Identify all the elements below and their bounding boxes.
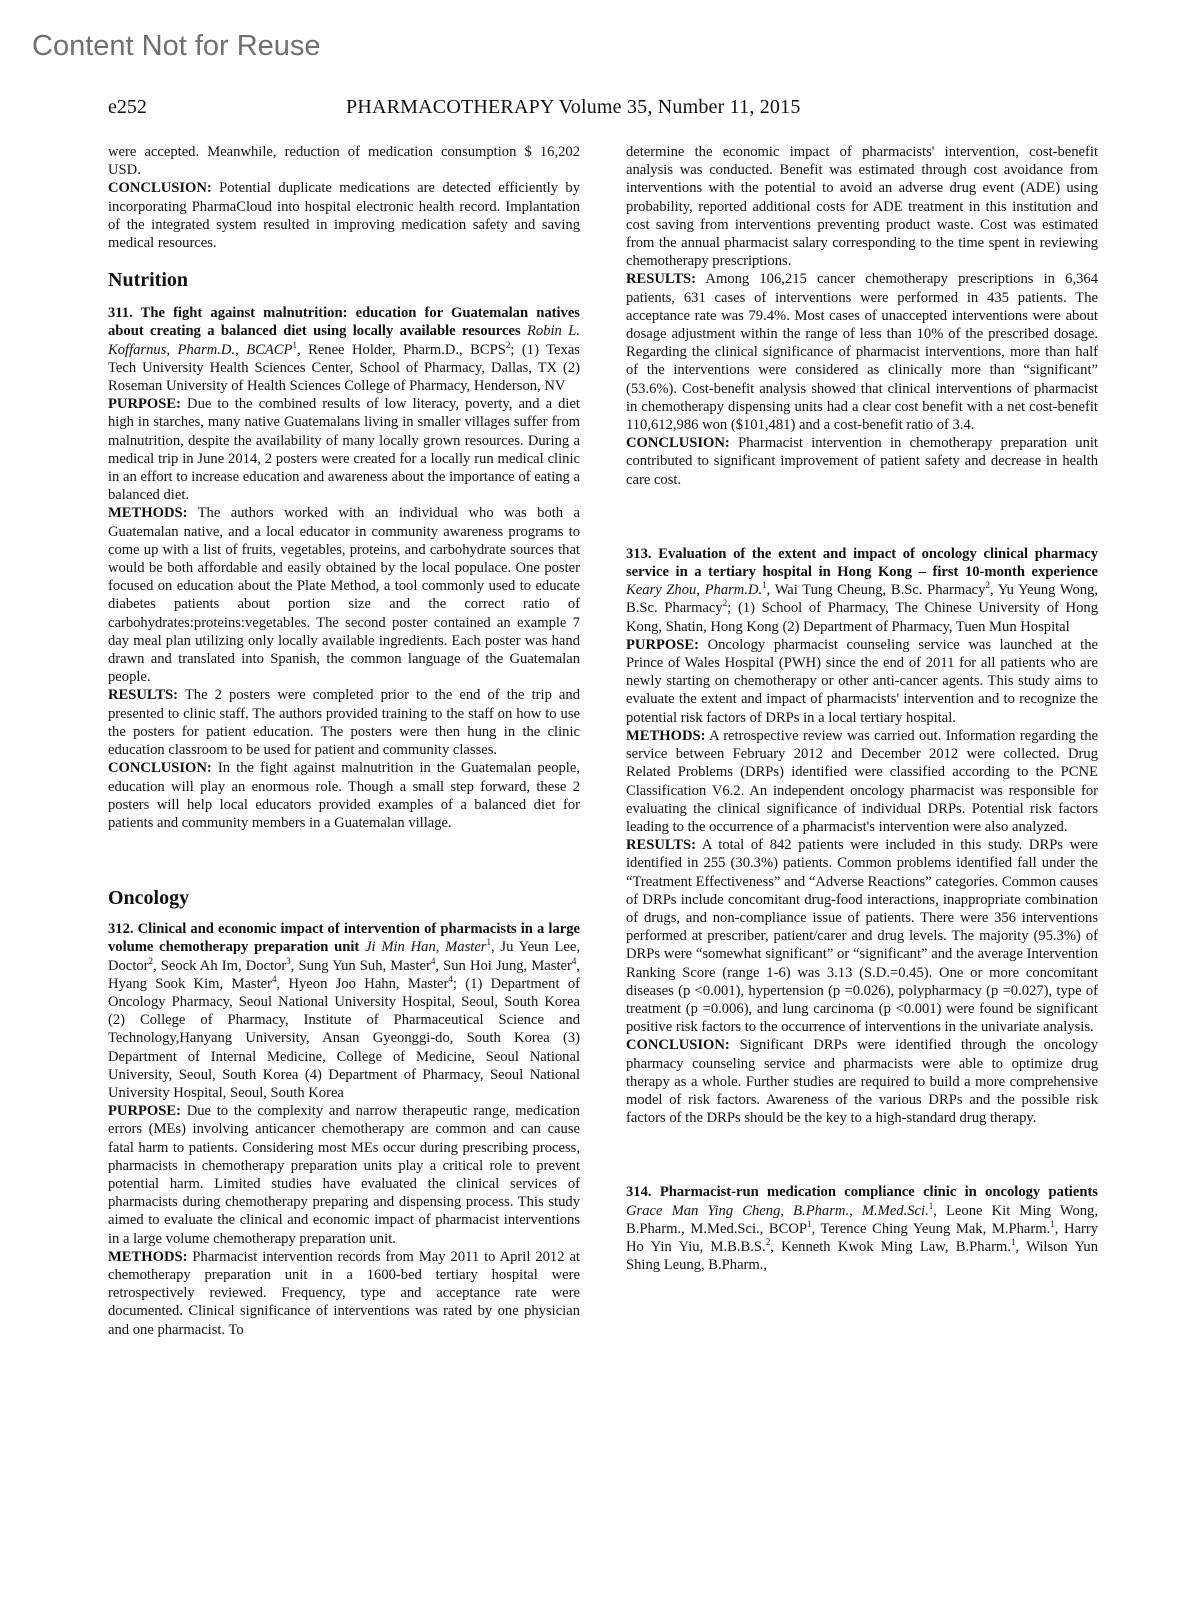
abstract-311-purpose — [108, 395, 580, 504]
abstract-311-sup1: 1 — [292, 339, 297, 350]
abstract-312-authors-5: , Sun Hoi Jung, Master — [435, 957, 572, 974]
abstract-313-authors-2: , Wai Tung Cheung, B.Sc. Pharmacy — [766, 582, 986, 599]
abstract-313-title: 313. Evaluation of the extent and impact of oncology clinical pharmacy service in a tertiary hospital in Hong Kong – first 10-month experience — [626, 545, 1098, 581]
methods-text: The authors worked with an individual who was both a Guatemalan native, and a local educator in community awareness programs to come up with a list of fruits, vegetables, proteins, and carbohydrate sources that would be both affordable and easily obtained by the local populace. One poster focused on education about the Plate Method, a tool commonly used to educate diabetes patients about portion size and the correct ratio of carbohydrates:proteins:vegetables. The second poster contained an example 7 day meal plan utilizing only locally available ingredients. Each poster was hand drawn and translated into Spanish, the common language of the Guatemalan people. — [108, 505, 581, 686]
abstract-313-affiliations: ; (1) School of Pharmacy, The Chinese University of Hong Kong, Shatin, Hong Kong (2) Department of Pharmacy, Tuen Mun Hospital — [626, 600, 1098, 635]
abstract-312-sup5: 4 — [571, 955, 577, 966]
abstract-314-sup3: 1 — [1050, 1218, 1055, 1229]
abstract-313-conclusion — [626, 1036, 1098, 1127]
abstract-311-header — [108, 304, 580, 395]
abstract-313-authors-3: , Yu Yeung Wong, B.Sc. Pharmacy — [626, 582, 1098, 617]
abstract-311-title: 311. The fight against malnutrition: education for Guatemalan natives about creating a balanced diet using locally available resources — [108, 305, 580, 340]
abstract-312-authors-7: , Hyeon Joo Hahn, Master — [276, 975, 449, 992]
abstract-313-sup2: 2 — [985, 580, 990, 591]
abstract-311-author1: Robin L. Koffarnus, Pharm.D., BCACP — [108, 323, 580, 358]
abstract-312-authors-2: , Ju Yeun Lee, Doctor — [108, 939, 580, 974]
abstract-314-authors-2: , Leone Kit Ming Wong, B.Pharm., M.Med.Sci., BCOP — [626, 1202, 1099, 1237]
abstract-311-conclusion — [108, 759, 580, 832]
abstract-314-sup5: 1 — [1010, 1237, 1016, 1248]
continued-results: were accepted. Meanwhile, reduction of medication consumption $ 16,202 USD. — [108, 144, 580, 179]
abstract-312-sup1: 1 — [486, 937, 491, 948]
abstract-314-sup2: 1 — [807, 1218, 812, 1229]
abstract-311-sup2: 2 — [505, 339, 511, 350]
abstract-312-methods — [108, 1248, 580, 1339]
abstract-312-author1: Ji Min Han, Master — [365, 939, 487, 956]
running-head: PHARMACOTHERAPY Volume 35, Number 11, 2015 — [346, 96, 801, 118]
conclusion-label: CONCLUSION: — [626, 435, 730, 452]
methods-text: A retrospective review was carried out. Information regarding the service between February 2012 and December 2012 were collected. Drug Related Problems (DRPs) identified were classified according to the PCNE Classification V6.2. An independent oncology pharmacist was responsible for evaluating the clinical significance of individual DRPs. Potential risk factors leading to the occurrence of a pharmacist's intervention were also analyzed. — [626, 727, 1098, 835]
abstract-314-author1: Grace Man Ying Cheng, B.Pharm., M.Med.Sci. — [626, 1202, 929, 1219]
methods-text: Pharmacist intervention records from May 2011 to April 2012 at chemotherapy preparation unit in a 1600-bed tertiary hospital were retrospectively reviewed. Frequency, type and acceptance rate were documented. Clinical significance of interventions was rated by one physician and one pharmacist. To — [108, 1248, 580, 1338]
right-column — [626, 143, 1098, 1274]
continued-conclusion — [626, 434, 1098, 489]
abstract-314-authors-5: , Kenneth Kwok Ming Law, B.Pharm. — [770, 1238, 1011, 1255]
section-heading-nutrition: Nutrition — [108, 269, 188, 292]
conclusion-text: Significant DRPs were identified through the oncology pharmacy counseling service and pharmacists were able to optimize drug therapy as a whole. Further studies are required to build a more comprehensive model of risk factors. Awareness of the various DRPs and the possible risk factors of the DRPs should be the key to a high-standard drug therapy. — [626, 1037, 1098, 1127]
purpose-text: Due to the complexity and narrow therapeutic range, medication errors (MEs) involving anticancer chemotherapy are common and can cause fatal harm to patients. Considering most MEs occur during prescribing process, pharmacists in chemotherapy preparation units play a critical role to prevent potential harm. Limited studies have evaluated the clinical services of pharmacists during chemotherapy preparing and dispensing process. This study aimed to evaluate the clinical and economic impact of pharmacist interventions in a large volume chemotherapy preparation unit. — [108, 1103, 580, 1247]
abstract-313-header — [626, 545, 1098, 636]
abstract-312-sup3: 3 — [286, 955, 291, 966]
abstract-313-sup1: 1 — [762, 580, 767, 591]
left-column — [108, 143, 580, 1339]
results-label: RESULTS: — [626, 271, 697, 288]
abstract-312-sup2: 2 — [148, 955, 154, 966]
abstract-312-authors-3: , Seock Ah Im, Doctor — [153, 957, 287, 974]
methods-label: METHODS: — [108, 1248, 188, 1265]
page-number: e252 — [108, 96, 147, 118]
continued-results — [626, 270, 1098, 434]
abstract-314-authors-4: , Harry Ho Yin Yiu, M.B.B.S. — [626, 1220, 1098, 1255]
methods-label: METHODS: — [108, 505, 188, 522]
results-text: A total of 842 patients were included in this study. DRPs were identified in 255 (30.3%) patients. Common problems identified fall under the “Treatment Effectiveness” and “Adverse Reactions” categories. Common causes of DRPs include concomitant drug-food interactions, inappropriate combination of drugs, and non-compliance issue of patients. There were 356 interventions performed at prescriber, patient/carer and drug levels. The majority (95.3%) of DRPs were “somewhat significant” or “significant” and the average Intervention Ranking Score (range 1-6) was 3.13 (S.D.=0.45). One or more concomitant diseases (p <0.001), hypertension (p =0.026), polypharmacy (p =0.027), type of treatment (p =0.006), and lung carcinoma (p <0.001) were found be significant positive risk factors to the occurrence of interventions in the univariate analysis. — [626, 837, 1098, 1036]
watermark: Content Not for Reuse — [32, 30, 321, 62]
abstract-313-sup3: 2 — [722, 598, 728, 609]
purpose-text: Oncology pharmacist counseling service was launched at the Prince of Wales Hospital (PWH) since the end of 2011 for all patients who are newly starting on chemotherapy or other anti-cancer agents. This study aims to evaluate the extent and impact of pharmacists' intervention and to recognize the potential risk factors of DRPs in a local tertiary hospital. — [626, 636, 1098, 726]
abstract-312-sup4: 4 — [430, 955, 436, 966]
abstract-312-purpose — [108, 1102, 580, 1248]
results-label: RESULTS: — [626, 837, 697, 854]
section-heading-oncology: Oncology — [108, 887, 190, 910]
abstract-314-title: 314. Pharmacist-run medication compliance clinic in oncology patients — [626, 1184, 1098, 1201]
abstract-312-sup7: 4 — [448, 973, 453, 984]
conclusion-label: CONCLUSION: — [108, 760, 212, 777]
abstract-312-sup6: 4 — [272, 973, 277, 984]
results-label: RESULTS: — [108, 687, 179, 704]
purpose-label: PURPOSE: — [108, 396, 181, 413]
purpose-label: PURPOSE: — [626, 636, 699, 653]
abstract-313-results — [626, 836, 1098, 1036]
results-text: The 2 posters were completed prior to the end of the trip and presented to clinic staff. The authors provided training to the staff on how to use the posters for patient education. The posters were then hung in the clinic education classroom to be used for patient and community classes. — [108, 687, 580, 759]
purpose-text: Due to the combined results of low literacy, poverty, and a diet high in starches, many native Guatemalans living in smaller villages suffer from malnutrition, despite the availability of many locally grown resources. During a medical trip in June 2014, 2 posters were created for a locally run medical clinic in an effort to increase education and awareness about the importance of eating a balanced diet. — [108, 396, 580, 504]
abstract-311-methods — [108, 504, 580, 686]
abstract-313-purpose — [626, 636, 1098, 727]
purpose-label: PURPOSE: — [108, 1103, 181, 1120]
abstract-312-authors-6: , Hyang Sook Kim, Master — [108, 957, 580, 992]
abstract-312-authors-4: , Sung Yun Suh, Master — [290, 957, 431, 974]
results-text: Among 106,215 cancer chemotherapy prescriptions in 6,364 patients, 631 cases of interventions were performed in 435 patients. The acceptance rate was 79.4%. Most cases of unaccepted interventions were about dosage adjustment within the range of less than 10% of the prescribed dosage. Regarding the clinical significance of pharmacist interventions, more than half of the interventions were considered as clinically more than “significant” (53.6%). Cost-benefit analysis showed that clinical interventions of pharmacist in chemotherapy dispensing units had a clear cost benefit with a net cost-benefit 110,612,986 won ($101,481) and a cost-benefit ratio of 3.4. — [626, 271, 1098, 434]
abstract-311-author-rest: , Renee Holder, Pharm.D., BCPS — [296, 341, 506, 358]
abstract-311-results — [108, 686, 580, 759]
abstract-312-header — [108, 920, 580, 1102]
abstract-312-title: 312. Clinical and economic impact of intervention of pharmacists in a large volume chemotherapy preparation unit — [108, 921, 580, 956]
abstract-313-methods — [626, 727, 1098, 836]
conclusion-text: Potential duplicate medications are detected efficiently by incorporating PharmaCloud into hospital electronic health record. Implantation of the integrated system resulted in improving medication safety and saving medical resources. — [108, 180, 580, 252]
conclusion-text: In the fight against malnutrition in the Guatemalan people, education will play an enormous role. Though a small step forward, these 2 posters will help local educators provided examples of a balanced diet for patients and community members in a Guatemalan village. — [108, 760, 580, 831]
abstract-314-header — [626, 1183, 1098, 1274]
conclusion-label: CONCLUSION: — [626, 1037, 730, 1054]
abstract-313-author1: Keary Zhou, Pharm.D. — [626, 582, 763, 599]
abstract-314-authors-3: , Terence Ching Yeung Mak, M.Pharm. — [811, 1220, 1051, 1237]
abstract-314-authors-6: , Wilson Yun Shing Leung, B.Pharm., — [626, 1238, 1099, 1274]
methods-label: METHODS: — [626, 727, 706, 744]
conclusion-label: CONCLUSION: — [108, 180, 212, 197]
abstract-311-affiliations: ; (1) Texas Tech University Health Sciences Center, School of Pharmacy, Dallas, TX (2) Roseman University of Health Sciences College of Pharmacy, Henderson, NV — [108, 341, 580, 395]
continued-methods: determine the economic impact of pharmacists' intervention, cost-benefit analysis was conducted. Benefit was estimated through cost avoidance from interventions with the potential to avoid an adverse drug event (ADE) using probability, reported additional costs for ADE treatment in this institution and cost saving from interventions preventing product waste. Cost was estimated from the annual pharmacist salary corresponding to the time spent in reviewing chemotherapy prescriptions. — [626, 144, 1098, 270]
abstract-314-sup1: 1 — [928, 1200, 934, 1211]
continued-conclusion — [108, 179, 580, 252]
abstract-314-sup4: 2 — [765, 1237, 771, 1248]
abstract-312-affiliations: ; (1) Department of Oncology Pharmacy, Seoul National University Hospital, Seoul, South Korea (2) College of Pharmacy, Institute of Pharmaceutical Science and Technology,Hanyang University, Ansan Gyeonggi-do, South Korea (3) Department of Internal Medicine, College of Medicine, Seoul National University, Seoul, South Korea (4) Department of Pharmacy, Seoul National University Hospital, Seoul, South Korea — [108, 975, 580, 1101]
conclusion-text: Pharmacist intervention in chemotherapy preparation unit contributed to significant improvement of patient safety and decrease in health care cost. — [626, 435, 1098, 488]
